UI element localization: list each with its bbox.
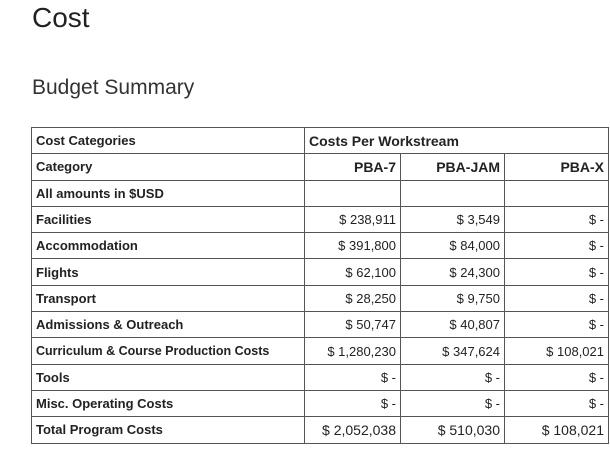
currency-note: All amounts in $USD xyxy=(32,180,305,206)
row-category: Facilities xyxy=(32,206,305,232)
total-pba-jam: $ 510,030 xyxy=(401,417,505,443)
column-header-pba-7: PBA-7 xyxy=(305,154,401,180)
cell-pba-jam: $ 84,000 xyxy=(401,233,505,259)
cell-pba-jam: $ 347,624 xyxy=(401,338,505,364)
header-category: Category xyxy=(32,154,305,180)
cell-pba-7: $ 28,250 xyxy=(305,285,401,311)
total-pba-7: $ 2,052,038 xyxy=(305,417,401,443)
cell-pba-jam: $ 40,807 xyxy=(401,312,505,338)
cell-pba-x: $ 108,021 xyxy=(505,338,609,364)
cell-pba-jam: $ - xyxy=(401,364,505,390)
header-row-categories xyxy=(32,128,609,154)
cell-pba-7: $ - xyxy=(305,364,401,390)
cell-pba-x: $ - xyxy=(505,312,609,338)
table-row xyxy=(32,364,609,390)
cell-pba-x: $ - xyxy=(505,285,609,311)
cell-pba-7: $ 50,747 xyxy=(305,312,401,338)
page-title: Cost xyxy=(32,2,90,33)
cell-pba-jam: $ - xyxy=(401,390,505,416)
table-row xyxy=(32,259,609,285)
table-row xyxy=(32,206,609,232)
cell-pba-7: $ - xyxy=(305,390,401,416)
budget-summary-table xyxy=(31,127,609,444)
row-category: Accommodation xyxy=(32,233,305,259)
table-row xyxy=(32,390,609,416)
cell-pba-7: $ 62,100 xyxy=(305,259,401,285)
currency-note-row xyxy=(32,180,609,206)
row-category: Flights xyxy=(32,259,305,285)
cell-pba-jam: $ 24,300 xyxy=(401,259,505,285)
table-row xyxy=(32,312,609,338)
total-row xyxy=(32,417,609,443)
cell-pba-x: $ - xyxy=(505,390,609,416)
cell-pba-x: $ - xyxy=(505,206,609,232)
cell-pba-7: $ 1,280,230 xyxy=(305,338,401,364)
row-category: Transport xyxy=(32,285,305,311)
column-header-pba-jam: PBA-JAM xyxy=(401,154,505,180)
table-row xyxy=(32,338,609,364)
header-cost-categories: Cost Categories xyxy=(32,128,305,154)
row-category: Tools xyxy=(32,364,305,390)
column-header-pba-x: PBA-X xyxy=(505,154,609,180)
cell-pba-jam: $ 9,750 xyxy=(401,285,505,311)
cell-pba-7: $ 391,800 xyxy=(305,233,401,259)
empty-cell xyxy=(505,180,609,206)
cell-pba-x: $ - xyxy=(505,259,609,285)
total-pba-x: $ 108,021 xyxy=(505,417,609,443)
section-title: Budget Summary xyxy=(32,76,195,99)
table-row xyxy=(32,285,609,311)
empty-cell xyxy=(401,180,505,206)
header-costs-per-workstream: Costs Per Workstream xyxy=(305,128,609,154)
cell-pba-x: $ - xyxy=(505,364,609,390)
total-label: Total Program Costs xyxy=(32,417,305,443)
header-row-columns xyxy=(32,154,609,180)
cell-pba-x: $ - xyxy=(505,233,609,259)
row-category: Admissions & Outreach xyxy=(32,312,305,338)
row-category: Curriculum & Course Production Costs xyxy=(32,338,305,364)
row-category: Misc. Operating Costs xyxy=(32,390,305,416)
table-row xyxy=(32,233,609,259)
empty-cell xyxy=(305,180,401,206)
cell-pba-7: $ 238,911 xyxy=(305,206,401,232)
cell-pba-jam: $ 3,549 xyxy=(401,206,505,232)
